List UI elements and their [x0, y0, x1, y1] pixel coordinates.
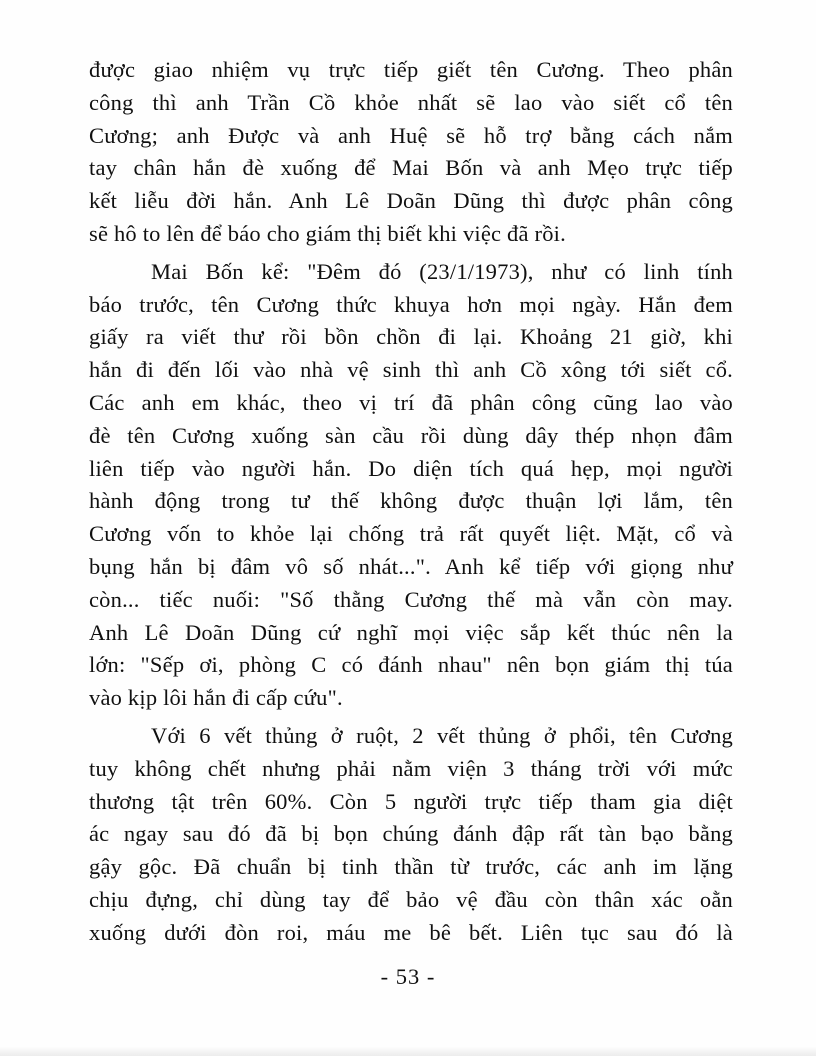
text-line: xuống dưới đòn roi, máu me bê bết. Liên tục sau đó là: [89, 919, 733, 945]
page-number: - 53 -: [380, 964, 436, 989]
text-line: còn... tiếc nuối: "Số thằng Cương thế mà vẫn còn may.: [89, 586, 733, 612]
paragraph: [89, 256, 733, 715]
text-line: Cương; anh Được và anh Huệ sẽ hỗ trợ bằng cách nắm: [89, 122, 733, 148]
text-line: báo trước, tên Cương thức khuya hơn mọi ngày. Hắn đem: [89, 291, 733, 317]
text-line: thương tật trên 60%. Còn 5 người trực tiếp tham gia diệt: [89, 788, 733, 814]
text-line: vào kịp lôi hắn đi cấp cứu".: [89, 685, 343, 711]
text-line: Anh Lê Doãn Dũng cứ nghĩ mọi việc sắp kết thúc nên la: [89, 619, 733, 645]
text-line: kết liễu đời hắn. Anh Lê Doãn Dũng thì được phân công: [89, 188, 733, 214]
text-line: tay chân hắn đè xuống để Mai Bốn và anh Mẹo trực tiếp: [89, 155, 733, 181]
paragraph: [89, 720, 733, 950]
text-line: hắn đi đến lối vào nhà vệ sinh thì anh Cồ xông tới siết cổ.: [89, 357, 733, 383]
text-line: liên tiếp vào người hắn. Do diện tích quá hẹp, mọi người: [89, 455, 733, 481]
text-line: chịu đựng, chỉ dùng tay để bảo vệ đầu còn thân xác oằn: [89, 886, 733, 912]
text-line: hành động trong tư thế không được thuận lợi lắm, tên: [89, 488, 733, 514]
page-text: [89, 54, 733, 955]
text-line: đè tên Cương xuống sàn cầu rồi dùng dây thép nhọn đâm: [89, 422, 733, 448]
text-line: bụng hắn bị đâm vô số nhát...". Anh kể tiếp với giọng như: [89, 553, 733, 579]
text-line: lớn: "Sếp ơi, phòng C có đánh nhau" nên bọn giám thị túa: [89, 652, 733, 678]
text-line: Cương vốn to khỏe lại chống trả rất quyết liệt. Mặt, cổ và: [89, 521, 733, 547]
text-line: Mai Bốn kể: "Đêm đó (23/1/1973), như có linh tính: [151, 258, 733, 284]
text-line: giấy ra viết thư rồi bồn chồn đi lại. Khoảng 21 giờ, khi: [89, 324, 733, 350]
text-line: ác ngay sau đó đã bị bọn chúng đánh đập rất tàn bạo bằng: [89, 821, 733, 847]
text-line: tuy không chết nhưng phải nằm viện 3 tháng trời với mức: [89, 755, 733, 781]
text-line: công thì anh Trần Cồ khỏe nhất sẽ lao vào siết cổ tên: [89, 89, 733, 115]
text-line: Các anh em khác, theo vị trí đã phân công cũng lao vào: [89, 389, 733, 415]
text-line: sẽ hô to lên để báo cho giám thị biết khi việc đã rồi.: [89, 220, 566, 246]
text-line: được giao nhiệm vụ trực tiếp giết tên Cương. Theo phân: [89, 57, 733, 82]
page-footer: [0, 962, 816, 992]
text-line: gậy gộc. Đã chuẩn bị tinh thần từ trước, các anh im lặng: [89, 854, 733, 880]
paragraph: [89, 54, 733, 251]
text-line: Với 6 vết thủng ở ruột, 2 vết thủng ở phổi, tên Cương: [151, 722, 733, 748]
